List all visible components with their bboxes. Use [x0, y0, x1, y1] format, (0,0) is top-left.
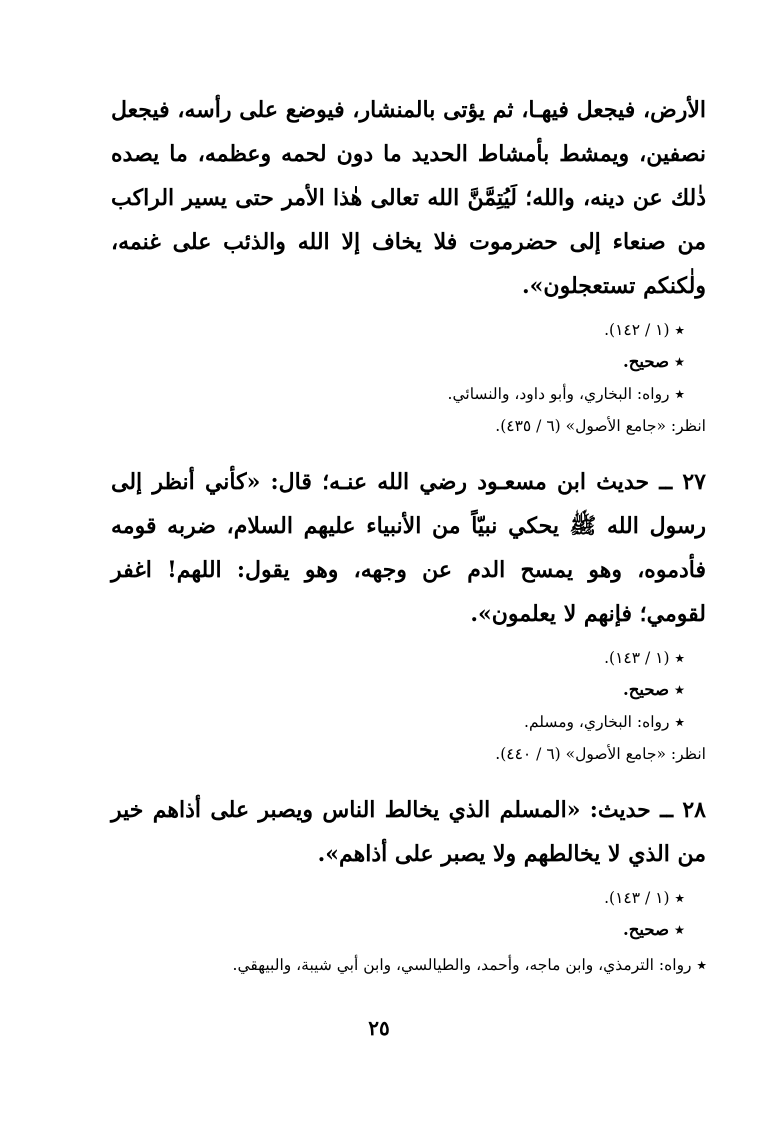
- bullet-icon: ٭: [675, 384, 684, 403]
- reference-line: [111, 642, 706, 674]
- reference-text: (١ / ١٤٣).: [604, 889, 670, 907]
- see-also-line: انظر: «جامع الأصول» (٦ / ٤٤٠).: [495, 745, 706, 763]
- bullet-icon: ٭: [675, 680, 684, 699]
- narrators-line: [111, 706, 706, 738]
- bullet-icon: ٭: [675, 320, 684, 339]
- hadith-27-text: ٢٧ ــ حديث ابن مسعـود رضي الله عنـه؛ قال: «كأني أنظر إلى رسول الله ﷺ يحكي نبيّاً من الأنبياء عليهم السلام، ضربه قومه فأدموه، وهو يمسح الدم عن وجهه، وهو يقول: اللهم! اغفر لقومي؛ فإنهم لا يعلمون».: [111, 469, 706, 627]
- bullet-icon: ٭: [675, 920, 684, 939]
- page-number: ٢٥: [368, 1016, 390, 1040]
- narrators-text: رواه: الترمذي، وابن ماجه، وأحمد، والطيالسي، وابن أبي شيبة، والبيهقي.: [232, 956, 692, 974]
- page-content: [111, 88, 706, 984]
- bullet-icon: ٭: [675, 352, 684, 371]
- bullet-icon: ٭: [675, 712, 684, 731]
- hadith-text-continuation: الأرض، فيجعل فيهـا، ثم يؤتى بالمنشار، فيوضع على رأسه، فيجعل نصفين، ويمشط بأمشاط الحديد ما دون لحمه وعظمه، ما يصده ذٰلك عن دينه، والله؛ لَيُتِمَّنَّ الله تعالى هٰذا الأمر حتى يسير الراكب من صنعاء إلى حضرموت فلا يخاف إلا الله والذئب على غنمه، ولٰكنكم تستعجلون».: [111, 97, 706, 299]
- narrators-text: رواه: البخاري، ومسلم.: [524, 713, 670, 731]
- reference-line: [111, 882, 706, 914]
- grade-line: [111, 914, 706, 946]
- reference-line: [111, 314, 706, 346]
- narrators-text: رواه: البخاري، وأبو داود، والنسائي.: [447, 385, 670, 403]
- hadith-28-text: ٢٨ ــ حديث: «المسلم الذي يخالط الناس ويصبر على أذاهم خير من الذي لا يخالطهم ولا يصبر على أذاهم».: [111, 797, 706, 867]
- grade-text: صحيح.: [622, 920, 669, 939]
- narrators-line: [111, 946, 706, 984]
- bullet-icon: ٭: [675, 888, 684, 907]
- grade-text: صحيح.: [622, 680, 669, 699]
- bullet-icon: ٭: [697, 955, 706, 974]
- grade-line: [111, 346, 706, 378]
- bullet-icon: ٭: [675, 648, 684, 667]
- grade-line: [111, 674, 706, 706]
- see-also-line: انظر: «جامع الأصول» (٦ / ٤٣٥).: [495, 417, 706, 435]
- reference-text: (١ / ١٤٣).: [604, 649, 670, 667]
- narrators-line: [111, 378, 706, 410]
- grade-text: صحيح.: [622, 352, 669, 371]
- reference-text: (١ / ١٤٢).: [604, 321, 670, 339]
